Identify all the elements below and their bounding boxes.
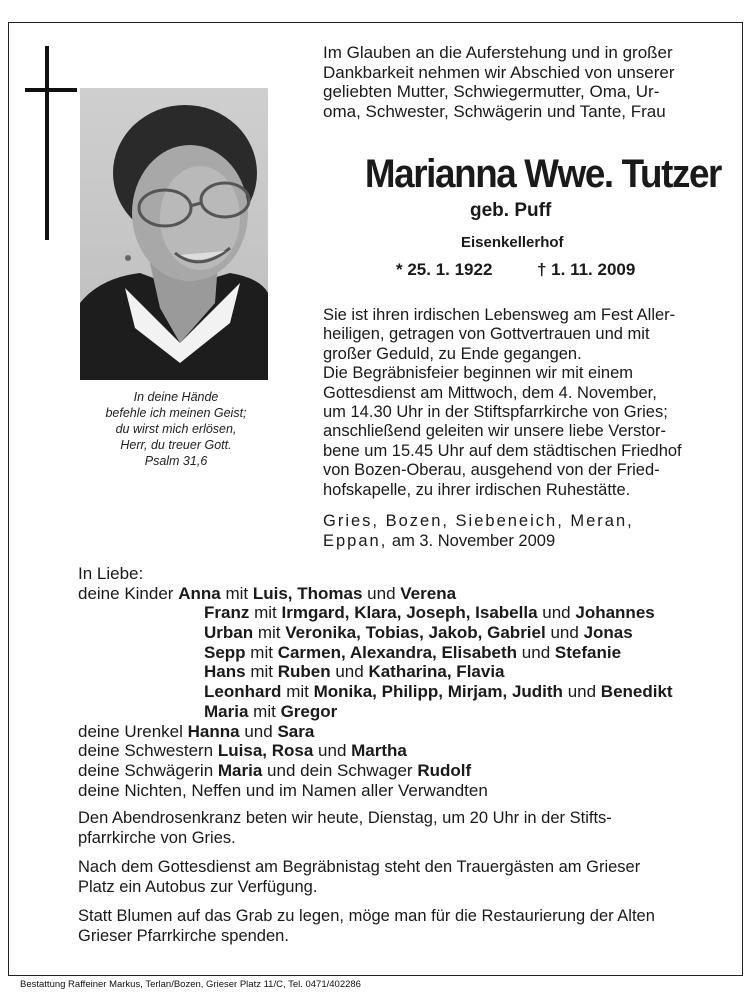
intro-line: geliebten Mutter, Schwiegermutter, Oma, Ur- bbox=[323, 82, 660, 101]
place-line: Eppan, bbox=[323, 532, 388, 550]
family-name: Luisa, Rosa bbox=[217, 741, 314, 761]
family-conj: und bbox=[367, 583, 396, 603]
portrait-photo bbox=[80, 88, 268, 380]
family-name: Sepp bbox=[204, 642, 246, 662]
death-date: † 1. 11. 2009 bbox=[537, 260, 636, 279]
family-conj: und bbox=[335, 662, 364, 682]
family-conj: mit bbox=[250, 662, 273, 682]
body-line: Sie ist ihren irdischen Lebensweg am Fest Aller- bbox=[323, 306, 676, 324]
place-line: Gries, Bozen, Siebeneich, Meran, bbox=[323, 512, 634, 530]
birth-date: * 25. 1. 1922 bbox=[396, 260, 493, 279]
family-row-schwestern bbox=[78, 741, 728, 761]
family-row-kinder bbox=[78, 643, 728, 663]
family-name: Luis, Thomas bbox=[252, 583, 363, 603]
family-conj: und bbox=[244, 721, 273, 741]
body-line: anschließend geleiten wir unsere liebe Verstor- bbox=[323, 422, 667, 441]
closing-notes bbox=[78, 808, 718, 955]
closing-line: pfarrkirche von Gries. bbox=[78, 829, 236, 847]
family-conj: mit bbox=[286, 682, 309, 702]
family-conj: mit bbox=[257, 623, 281, 643]
psalm-line: In deine Hände bbox=[133, 390, 219, 404]
family-row-urenkel bbox=[78, 722, 728, 742]
family-conj: und bbox=[318, 741, 347, 761]
body-line: hofskapelle, zu ihrer irdischen Ruhestätte. bbox=[323, 480, 631, 499]
closing-line: Platz ein Autobus zur Verfügung. bbox=[78, 878, 318, 896]
family-name: Carmen, Alexandra, Elisabeth bbox=[277, 642, 518, 662]
family-row-kinder bbox=[78, 682, 728, 702]
psalm-line: Herr, du treuer Gott. bbox=[120, 438, 232, 452]
closing-paragraph bbox=[78, 906, 718, 946]
family-name: Martha bbox=[351, 741, 407, 761]
family-name: Maria bbox=[204, 701, 249, 721]
intro-text bbox=[323, 43, 721, 121]
family-conj: mit bbox=[253, 701, 276, 721]
family-conj: mit bbox=[250, 642, 273, 662]
psalm-reference: Psalm 31,6 bbox=[144, 454, 208, 468]
family-name: Rudolf bbox=[417, 760, 472, 780]
family-name: Veronika, Tobias, Jakob, Gabriel bbox=[285, 623, 546, 643]
body-line: großer Geduld, zu Ende gegangen. bbox=[323, 344, 582, 363]
family-name: Hanna bbox=[187, 721, 240, 741]
family-row-schwaegerin bbox=[78, 761, 728, 781]
closing-line: Nach dem Gottesdienst am Begräbnistag steht den Trauergästen am Grieser bbox=[78, 858, 641, 876]
farm-name: Eisenkellerhof bbox=[461, 234, 564, 251]
family-name: Hans bbox=[204, 662, 246, 682]
intro-line: Im Glauben an die Auferstehung und in großer bbox=[323, 43, 673, 62]
family-prefix: deine Urenkel bbox=[78, 721, 183, 741]
family-list bbox=[78, 564, 728, 800]
family-name: Urban bbox=[204, 623, 254, 643]
body-line: bene um 15.45 Uhr auf dem städtischen Friedhof bbox=[323, 441, 682, 460]
date-line: am 3. November 2009 bbox=[391, 532, 556, 550]
cross-icon-horizontal bbox=[25, 88, 77, 92]
family-row-kinder bbox=[78, 662, 728, 682]
family-name: Maria bbox=[217, 760, 263, 780]
deceased-name: Marianna Wwe. Tutzer bbox=[364, 152, 721, 196]
place-date bbox=[323, 511, 634, 551]
family-row-kinder bbox=[78, 623, 728, 643]
family-row-nichten: deine Nichten, Neffen und im Namen aller Verwandten bbox=[78, 780, 488, 800]
body-line: von Bozen-Oberau, ausgehend von der Fried- bbox=[323, 461, 660, 480]
closing-line: Den Abendrosenkranz beten wir heute, Dienstag, um 20 Uhr in der Stifts- bbox=[78, 809, 612, 827]
family-conj: mit bbox=[254, 603, 277, 623]
family-name: Ruben bbox=[277, 662, 331, 682]
body-line: um 14.30 Uhr in der Stiftspfarrkirche von Gries; bbox=[323, 403, 668, 422]
family-name: Katharina, Flavia bbox=[368, 662, 505, 682]
closing-paragraph bbox=[78, 857, 718, 897]
body-line: Gottesdienst am Mittwoch, dem 4. November, bbox=[323, 383, 657, 402]
family-conj: und bbox=[521, 642, 551, 662]
funeral-home-footer: Bestattung Raffeiner Markus, Terlan/Bozen, Grieser Platz 11/C, Tel. 0471/402286 bbox=[20, 979, 361, 990]
maiden-name: geb. Puff bbox=[470, 200, 552, 221]
liebe-heading: In Liebe: bbox=[78, 564, 144, 583]
family-name: Sara bbox=[277, 721, 315, 741]
closing-line: Grieser Pfarrkirche spenden. bbox=[78, 927, 289, 945]
family-prefix: deine Schwägerin bbox=[78, 760, 214, 780]
family-prefix: deine Kinder bbox=[78, 583, 174, 603]
family-conj: und bbox=[550, 623, 579, 643]
family-name: Benedikt bbox=[600, 682, 673, 702]
family-name: Irmgard, Klara, Joseph, Isabella bbox=[281, 603, 538, 623]
family-conj: und dein Schwager bbox=[267, 760, 413, 780]
family-row-kinder bbox=[78, 584, 728, 604]
body-text bbox=[323, 306, 721, 500]
family-name: Anna bbox=[178, 583, 221, 603]
cross-icon-vertical bbox=[45, 46, 49, 240]
family-name: Stefanie bbox=[554, 642, 622, 662]
family-name: Gregor bbox=[280, 701, 338, 721]
closing-paragraph bbox=[78, 808, 718, 848]
family-name: Franz bbox=[204, 603, 250, 623]
family-conj: mit bbox=[225, 583, 249, 603]
psalm-line: du wirst mich erlösen, bbox=[115, 422, 237, 436]
intro-line: oma, Schwester, Schwägerin und Tante, Frau bbox=[323, 101, 666, 121]
psalm-line: befehle ich meinen Geist; bbox=[105, 406, 247, 420]
family-name: Monika, Philipp, Mirjam, Judith bbox=[313, 682, 563, 702]
family-row-kinder bbox=[78, 603, 728, 623]
closing-line: Statt Blumen auf das Grab zu legen, möge man für die Restaurierung der Alten bbox=[78, 907, 655, 925]
family-name: Johannes bbox=[575, 603, 655, 623]
body-line: Die Begräbnisfeier beginnen wir mit einem bbox=[323, 364, 633, 383]
family-name: Verena bbox=[400, 583, 457, 603]
family-conj: und bbox=[567, 682, 597, 702]
family-name: Leonhard bbox=[204, 682, 282, 702]
psalm-quote bbox=[86, 389, 266, 469]
family-name: Jonas bbox=[583, 623, 633, 643]
body-line: heiligen, getragen von Gottvertrauen und mit bbox=[323, 325, 650, 344]
family-row-kinder bbox=[78, 702, 728, 722]
intro-line: Dankbarkeit nehmen wir Abschied von unserer bbox=[323, 62, 675, 82]
family-conj: und bbox=[542, 603, 571, 623]
family-prefix: deine Schwestern bbox=[78, 741, 214, 761]
